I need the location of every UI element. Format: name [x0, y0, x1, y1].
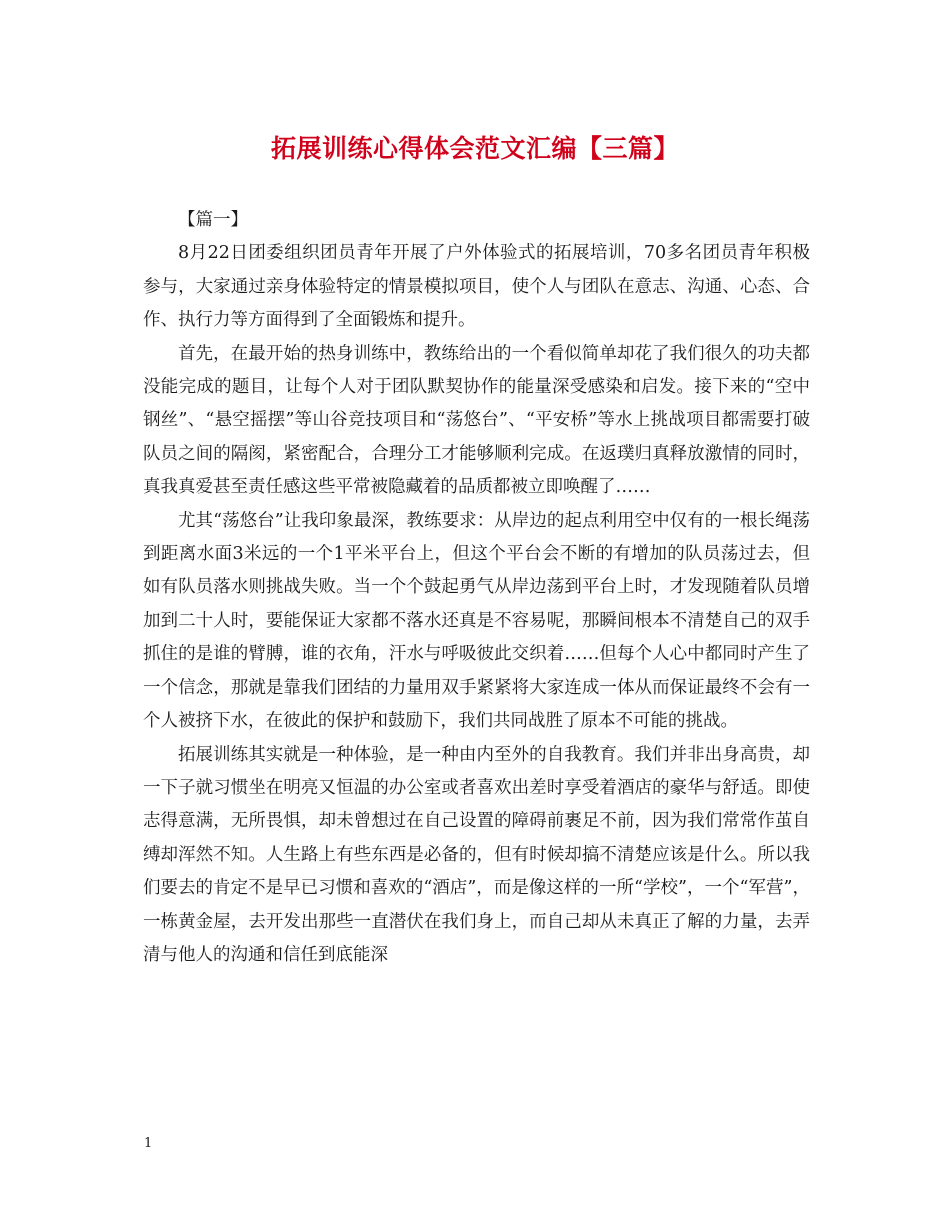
- paragraph-3: 尤其“荡悠台”让我印象最深，教练要求：从岸边的起点利用空中仅有的一根长绳荡到距离水面3米远的一个1平米平台上，但这个平台会不断的有增加的队员荡过去，但如有队员落水则挑战失败。当一个个鼓起勇气从岸边荡到平台上时，才发现随着队员增加到二十人时，要能保证大家都不落水还真是不容易呢，那瞬间根本不清楚自己的双手抓住的是谁的臂膊，谁的衣角，汗水与呼吸彼此交织着……但每个人心中都同时产生了一个信念，那就是靠我们团结的力量用双手紧紧将大家连成一体从而保证最终不会有一个人被挤下水，在彼此的保护和鼓励下，我们共同战胜了原本不可能的挑战。: [143, 510, 810, 732]
- document-body: [143, 204, 810, 972]
- paragraph-4: 拓展训练其实就是一种体验，是一种由内至外的自我教育。我们并非出身高贵，却一下子就习惯坐在明亮又恒温的办公室或者喜欢出差时享受着酒店的豪华与舒适。即使志得意满，无所畏惧，却未曾想过在自己设置的障碍前裹足不前，因为我们常常作茧自缚却浑然不知。人生路上有些东西是必备的，但有时候却搞不清楚应该是什么。所以我们要去的肯定不是早已习惯和喜欢的“酒店”，而是像这样的一所“学校”，一个“军营”，一栋黄金屋，去开发出那些一直潜伏在我们身上，而自己却从未真正了解的力量，去弄清与他人的沟通和信任到底能深: [143, 744, 810, 965]
- section-label: 【篇一】: [178, 210, 248, 230]
- paragraph-1: 8月22日团委组织团员青年开展了户外体验式的拓展培训，70多名团员青年积极参与，大家通过亲身体验特定的情景模拟项目，使个人与团队在意志、沟通、心态、合作、执行力等方面得到了全面锻炼和提升。: [143, 243, 810, 331]
- page-number: 1: [144, 1136, 153, 1151]
- paragraph-2: 首先，在最开始的热身训练中，教练给出的一个看似简单却花了我们很久的功夫都没能完成的题目，让每个人对于团队默契协作的能量深受感染和启发。接下来的“空中钢丝”、“悬空摇摆”等山谷竞技项目和“荡悠台”、“平安桥”等水上挑战项目都需要打破队员之间的隔阂，紧密配合，合理分工才能够顺利完成。在返璞归真释放激情的同时，真我真爱甚至责任感这些平常被隐藏着的品质都被立即唤醒了……: [143, 343, 810, 498]
- document-title: 拓展训练心得体会范文汇编【三篇】: [270, 134, 679, 163]
